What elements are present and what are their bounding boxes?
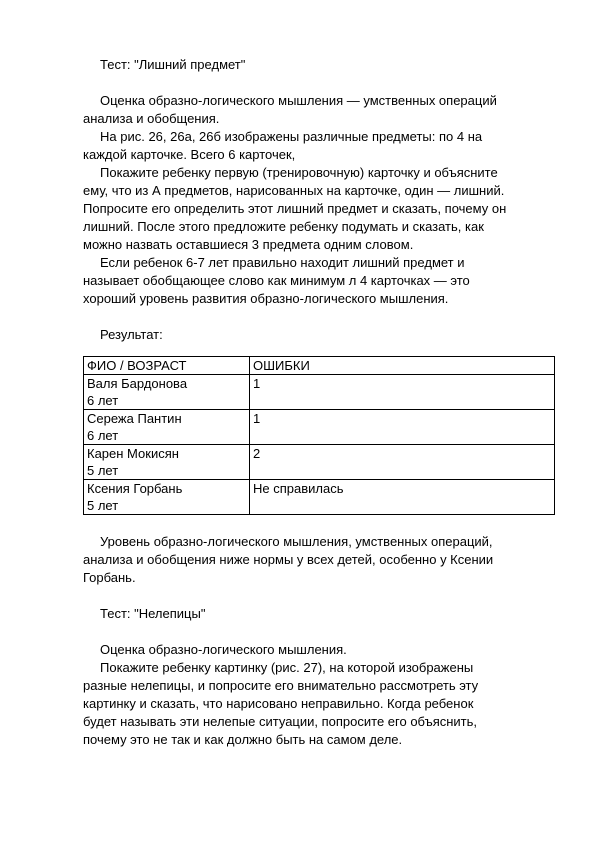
cell-name-age <box>84 375 250 410</box>
text-line: картинку и сказать, что нарисовано неправильно. Когда ребенок <box>83 696 474 711</box>
results-table <box>83 356 555 515</box>
cell-errors: 2 <box>250 445 555 480</box>
test1-title: Тест: "Лишний предмет" <box>100 57 246 72</box>
text-line: Уровень образно-логического мышления, умственных операций, <box>100 534 493 549</box>
spacer <box>83 344 553 356</box>
text-line: Оценка образно-логического мышления. <box>100 642 347 657</box>
table-row <box>84 445 555 480</box>
child-name: Сережа Пантин <box>87 411 182 426</box>
text-line: анализа и обобщения ниже нормы у всех детей, особенно у Ксении <box>83 552 494 567</box>
test1-paragraph-1 <box>83 92 553 128</box>
text-line: каждой карточке. Всего 6 карточек, <box>83 147 296 162</box>
text-line: ему, что из А предметов, нарисованных на карточке, один — лишний. <box>83 183 505 198</box>
table-header-row <box>84 357 555 375</box>
test1-paragraph-3 <box>83 164 553 254</box>
text-line: почему это не так и как должно быть на самом деле. <box>83 732 403 747</box>
test1-paragraph-4 <box>83 254 553 308</box>
test2-paragraph-1 <box>83 641 553 659</box>
spacer <box>83 587 553 605</box>
cell-errors: 1 <box>250 410 555 445</box>
test1-conclusion <box>83 533 553 587</box>
text-line: хороший уровень развития образно-логического мышления. <box>83 291 449 306</box>
text-line: Покажите ребенку первую (тренировочную) карточку и объясните <box>100 165 498 180</box>
table-row <box>84 410 555 445</box>
text-line: можно назвать оставшиеся 3 предмета одним словом. <box>83 237 414 252</box>
text-line: Если ребенок 6-7 лет правильно находит лишний предмет и <box>100 255 465 270</box>
table-row <box>84 480 555 515</box>
header-errors: ОШИБКИ <box>250 357 555 375</box>
header-name-age: ФИО / ВОЗРАСТ <box>84 357 250 375</box>
child-name: Валя Бардонова <box>87 376 188 391</box>
text-line: Оценка образно-логического мышления — умственных операций <box>100 93 497 108</box>
spacer <box>83 74 553 92</box>
text-line: называет обобщающее слово как минимум л 4 карточках — это <box>83 273 470 288</box>
text-line: лишний. После этого предложите ребенку подумать и сказать, как <box>83 219 484 234</box>
text-line: Попросите его определить этот лишний предмет и сказать, почему он <box>83 201 507 216</box>
test1-paragraph-2 <box>83 128 553 164</box>
cell-name-age <box>84 445 250 480</box>
cell-errors: Не справилась <box>250 480 555 515</box>
result-label: Результат: <box>100 327 163 342</box>
text-line: На рис. 26, 26а, 26б изображены различные предметы: по 4 на <box>100 129 483 144</box>
document-page <box>83 56 553 749</box>
child-age: 5 лет <box>87 463 119 478</box>
text-line: будет называть эти нелепые ситуации, попросите его объяснить, <box>83 714 478 729</box>
spacer <box>83 308 553 326</box>
child-age: 6 лет <box>87 393 119 408</box>
child-name: Карен Мокисян <box>87 446 179 461</box>
table-row <box>84 375 555 410</box>
test2-paragraph-2 <box>83 659 553 749</box>
spacer <box>83 623 553 641</box>
text-line: анализа и обобщения. <box>83 111 220 126</box>
cell-name-age <box>84 410 250 445</box>
spacer <box>83 515 553 533</box>
text-line: Покажите ребенку картинку (рис. 27), на которой изображены <box>100 660 474 675</box>
child-name: Ксения Горбань <box>87 481 183 496</box>
text-line: разные нелепицы, и попросите его внимательно рассмотреть эту <box>83 678 479 693</box>
text-line: Горбань. <box>83 570 136 585</box>
test2-title: Тест: "Нелепицы" <box>100 606 206 621</box>
child-age: 5 лет <box>87 498 119 513</box>
cell-errors: 1 <box>250 375 555 410</box>
cell-name-age <box>84 480 250 515</box>
child-age: 6 лет <box>87 428 119 443</box>
